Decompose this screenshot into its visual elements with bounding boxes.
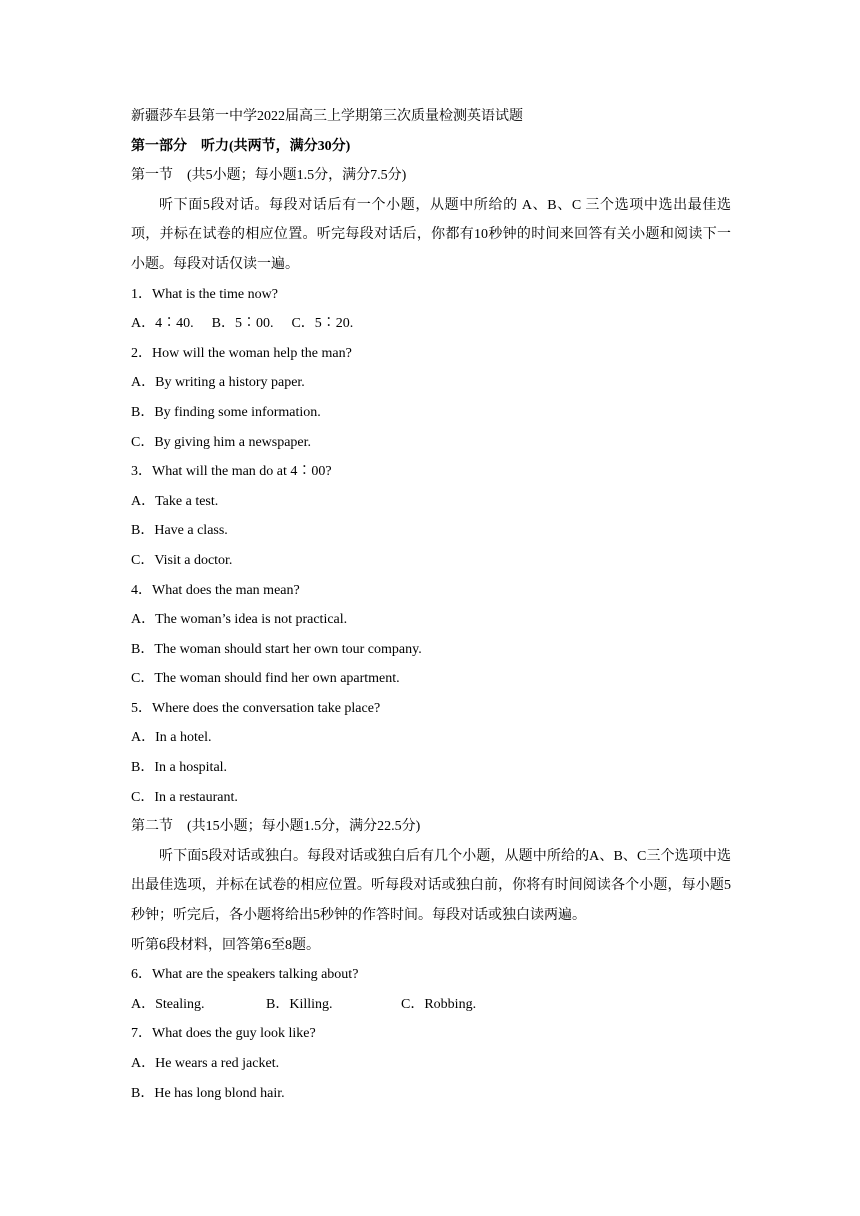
q3-option-b: B．Have a class.: [131, 523, 228, 539]
question-2: 2．How will the woman help the man?: [131, 345, 352, 361]
q2-option-b: B．By finding some information.: [131, 404, 321, 420]
q4-option-a: A．The woman’s idea is not practical.: [131, 612, 348, 628]
question-5: 5．Where does the conversation take place?: [131, 700, 381, 716]
q1-option-c: C．5∶20.: [291, 316, 354, 332]
q5-option-b: B．In a hospital.: [131, 760, 228, 776]
q2-option-a: A．By writing a history paper.: [131, 375, 305, 391]
exam-title: 新疆莎车县第一中学2022届高三上学期第三次质量检测英语试题: [131, 109, 523, 124]
section1-heading: 第一节 (共5小题；每小题1.5分，满分7.5分): [131, 168, 407, 184]
question-3: 3．What will the man do at 4∶00?: [131, 464, 332, 480]
part1-heading: 第一部分 听力(共两节，满分30分): [131, 138, 351, 154]
q5-option-c: C．In a restaurant.: [131, 789, 238, 805]
question-1: 1．What is the time now?: [131, 286, 278, 302]
question-6-options: [131, 990, 731, 1020]
q5-option-a: A．In a hotel.: [131, 730, 212, 746]
q1-option-a: A．4∶40.: [131, 316, 194, 332]
question-7: 7．What does the guy look like?: [131, 1026, 316, 1042]
q1-option-b: B．5∶00.: [211, 316, 274, 332]
q7-option-a: A．He wears a red jacket.: [131, 1056, 280, 1071]
q6-option-c: C．Robbing.: [401, 996, 477, 1012]
q3-option-c: C．Visit a doctor.: [131, 552, 233, 568]
section2-heading: 第二节 (共15小题；每小题1.5分，满分22.5分): [131, 819, 421, 835]
q4-option-c: C．The woman should find her own apartment.: [131, 671, 400, 687]
exam-page: [131, 102, 731, 1108]
q4-option-b: B．The woman should start her own tour company.: [131, 641, 422, 657]
q7-option-b: B．He has long blond hair.: [131, 1085, 285, 1101]
q6-option-b: B．Killing.: [266, 996, 333, 1012]
section2-instructions: 听下面5段对话或独白。每段对话或独白后有几个小题，从题中所给的A、B、C三个选项中选出最佳选项，并标在试卷的相应位置。听每段对话或独白前，你将有时间阅读各个小题，每小题5秒钟；听完后，各小题将给出5秒钟的作答时间。每段对话或独白读两遍。: [131, 848, 731, 924]
material-note: 听第6段材料，回答第6至8题。: [131, 937, 320, 953]
q6-option-a: A．Stealing.: [131, 996, 205, 1012]
section1-instructions: 听下面5段对话。每段对话后有一个小题，从题中所给的 A、B、C 三个选项中选出最佳选项，并标在试卷的相应位置。听完每段对话后，你都有10秒钟的时间来回答有关小题和阅读下一小题。每段对话仅读一遍。: [131, 197, 731, 272]
question-1-options: [131, 309, 731, 339]
q2-option-c: C．By giving him a newspaper.: [131, 434, 312, 450]
question-6: 6．What are the speakers talking about?: [131, 967, 359, 983]
question-4: 4．What does the man mean?: [131, 582, 300, 598]
q3-option-a: A．Take a test.: [131, 493, 219, 509]
